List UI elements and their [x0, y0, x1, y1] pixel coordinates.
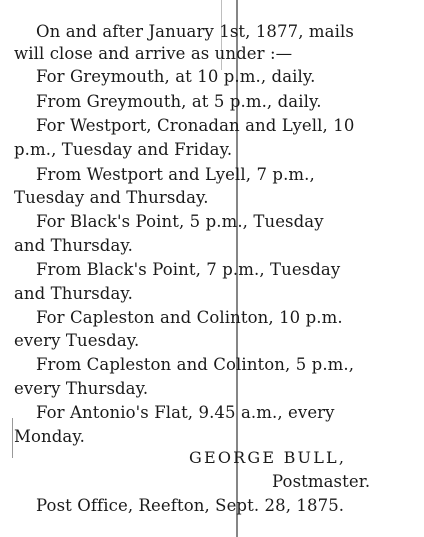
- notice-line-3: For Greymouth, at 10 p.m., daily.: [36, 67, 316, 86]
- notice-line-13: For Capleston and Colinton, 10 p.m.: [36, 308, 343, 327]
- notice-line-10: and Thursday.: [14, 236, 133, 255]
- notice-line-17: For Antonio's Flat, 9.45 a.m., every: [36, 403, 335, 422]
- notice-line-14: every Tuesday.: [14, 331, 140, 350]
- notice-footer: Post Office, Reefton, Sept. 28, 1875.: [36, 496, 345, 515]
- notice-line-12: and Thursday.: [14, 284, 133, 303]
- notice-line-11: From Black's Point, 7 p.m., Tuesday: [36, 260, 341, 279]
- notice-line-6: p.m., Tuesday and Friday.: [14, 140, 233, 159]
- notice-line-9: For Black's Point, 5 p.m., Tuesday: [36, 212, 324, 231]
- signature-title: Postmaster.: [272, 472, 371, 491]
- notice-line-18: Monday.: [14, 427, 85, 446]
- notice-line-7: From Westport and Lyell, 7 p.m.,: [36, 165, 315, 184]
- notice-line-8: Tuesday and Thursday.: [14, 188, 209, 207]
- column-rule: [12, 418, 13, 458]
- notice-line-15: From Capleston and Colinton, 5 p.m.,: [36, 355, 355, 374]
- notice-line-4: From Greymouth, at 5 p.m., daily.: [36, 92, 322, 111]
- notice-line-16: every Thursday.: [14, 379, 149, 398]
- notice-line-5: For Westport, Cronadan and Lyell, 10: [36, 116, 355, 135]
- notice-line-1: On and after January 1st, 1877, mails: [36, 22, 354, 41]
- notice-line-2: will close and arrive as under :—: [14, 44, 293, 63]
- signature-name: GEORGE BULL,: [189, 448, 347, 467]
